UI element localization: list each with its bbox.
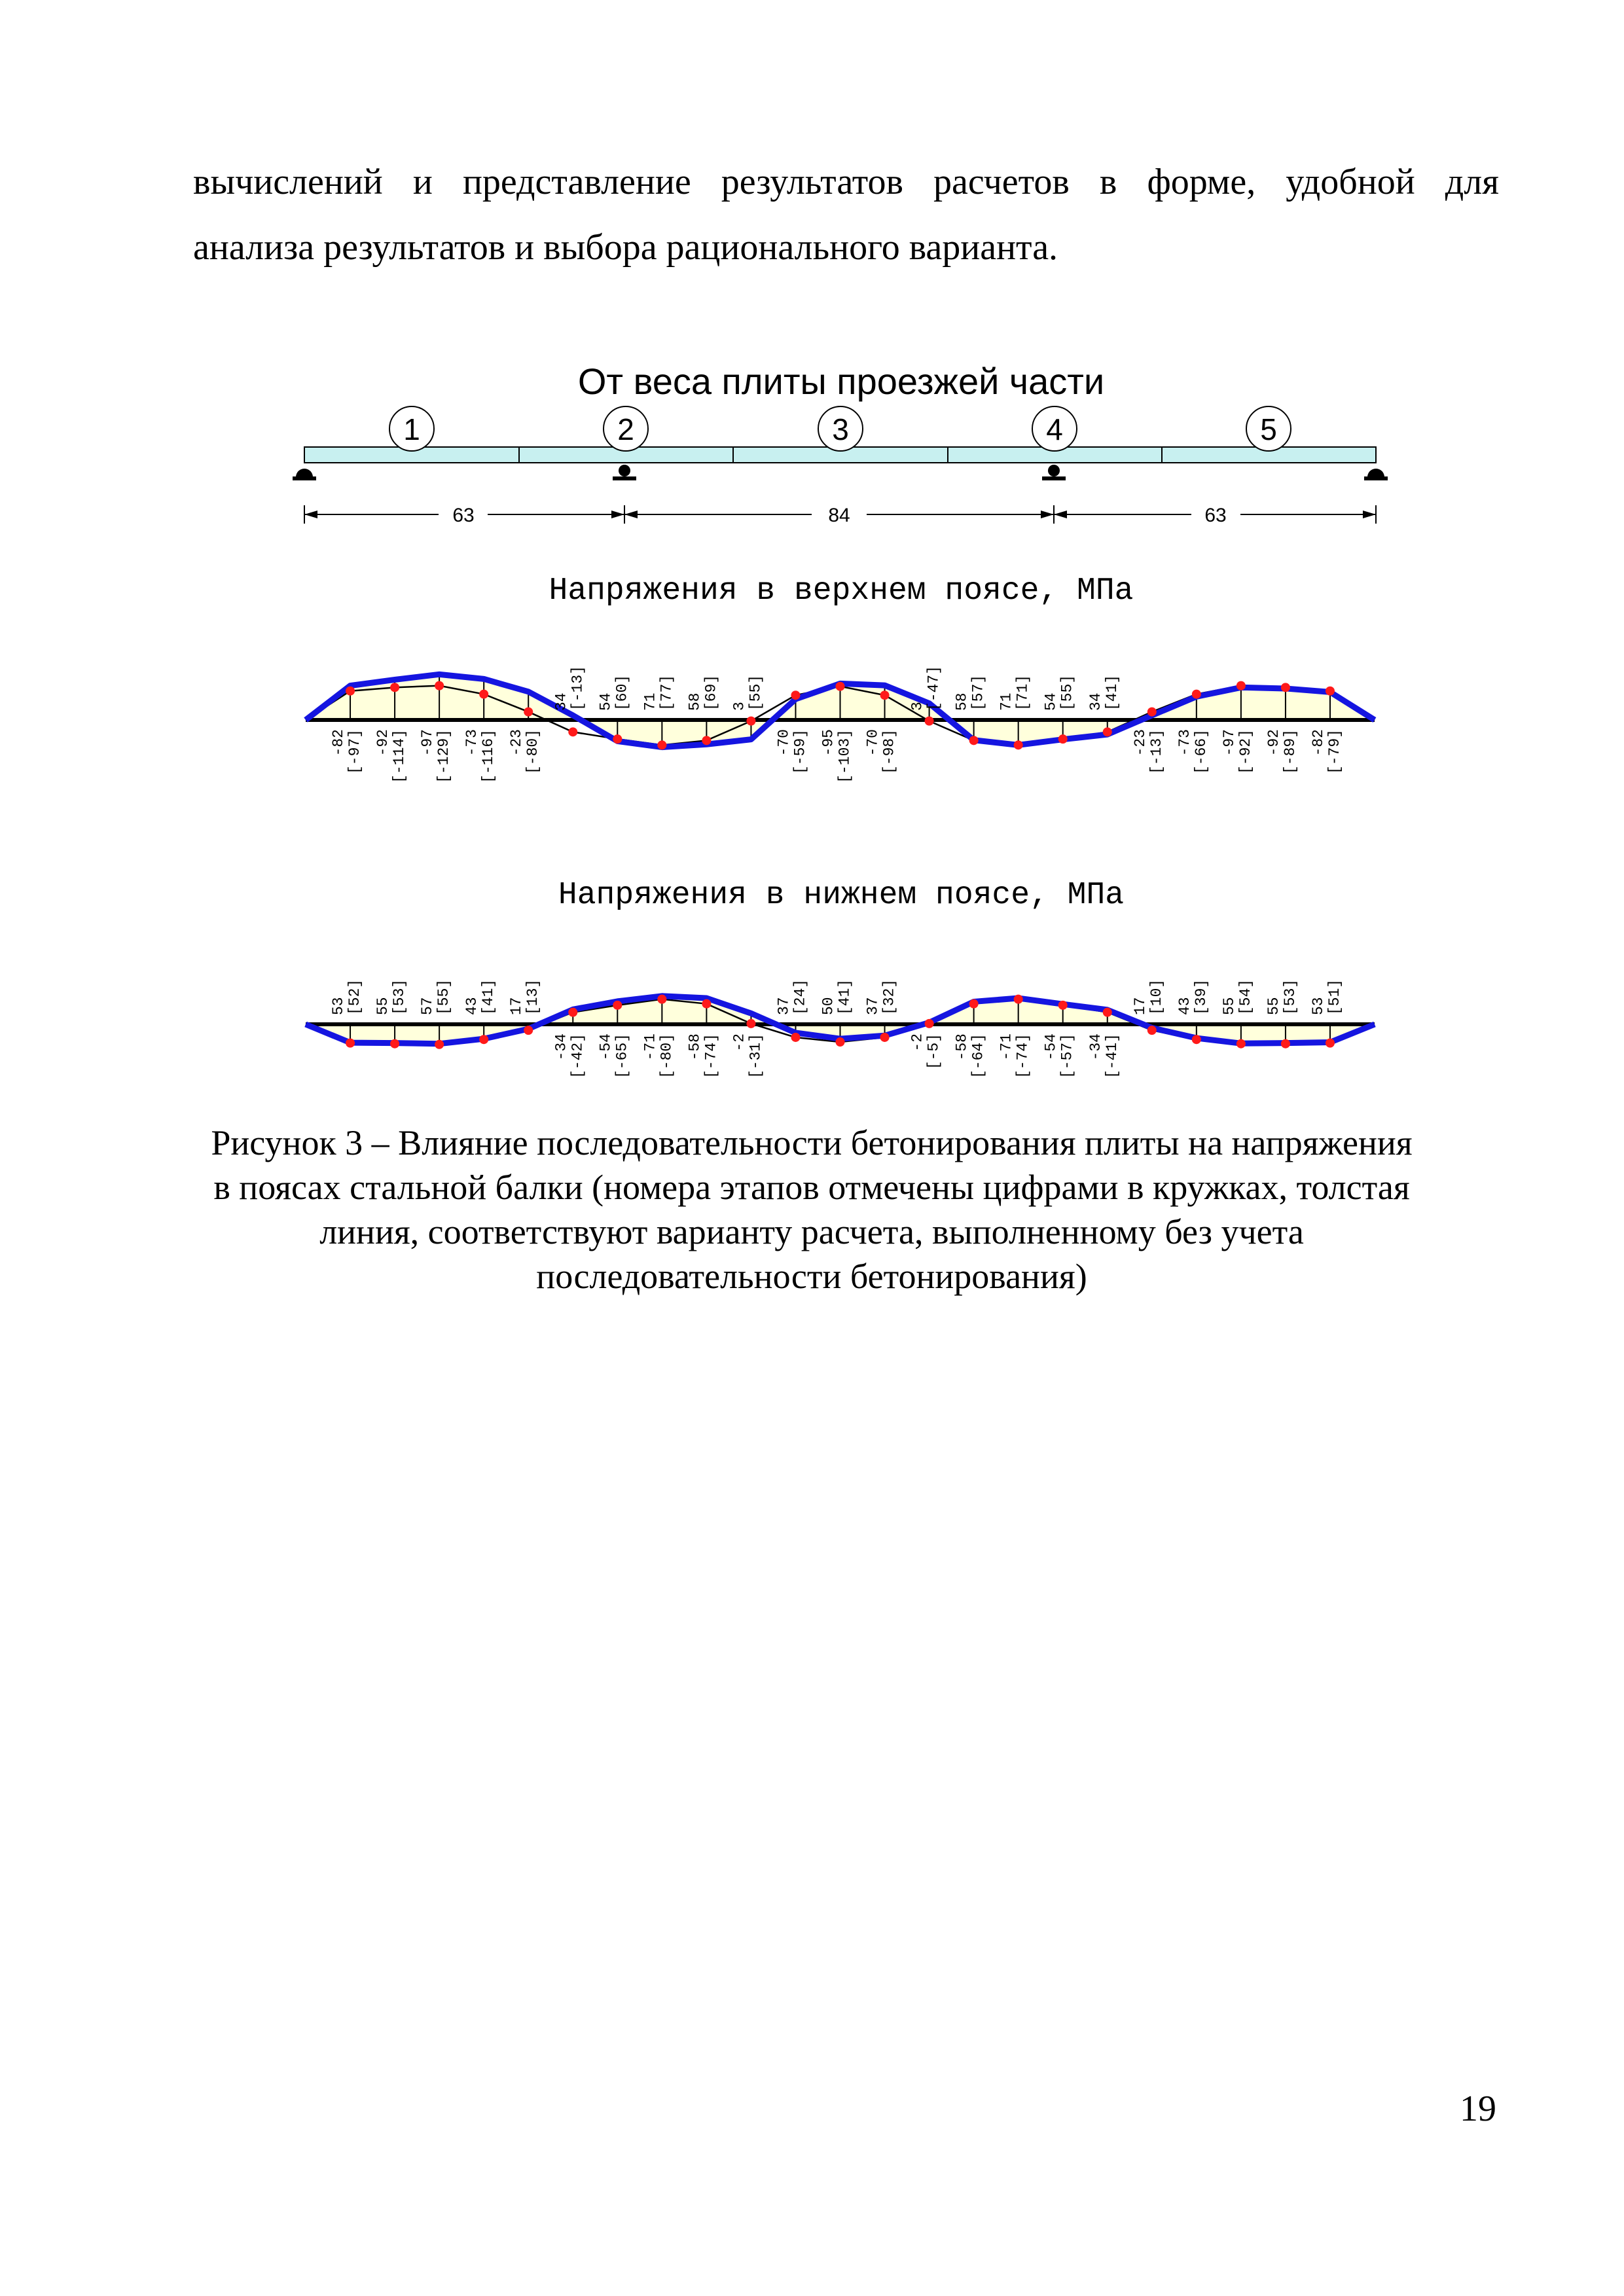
data-label-bracket: [-103] <box>836 729 854 783</box>
data-point <box>435 1040 444 1049</box>
chart-top-chord <box>306 666 1375 783</box>
data-point <box>836 682 845 691</box>
data-label: 53 <box>330 997 348 1015</box>
data-label: 17 <box>1131 997 1149 1015</box>
data-label: 55 <box>1220 997 1238 1015</box>
support <box>293 469 316 480</box>
data-label-bracket: [-5] <box>925 1033 943 1070</box>
data-label-bracket: [53] <box>1281 978 1299 1015</box>
data-label-bracket: [-64] <box>969 1033 987 1079</box>
data-point <box>969 736 979 745</box>
data-point <box>1014 740 1023 749</box>
data-label: -34 <box>552 1033 570 1061</box>
data-label-bracket: [52] <box>346 978 364 1015</box>
data-label: -58 <box>953 1033 971 1061</box>
stage-number: 3 <box>832 412 849 446</box>
data-label: 34 <box>552 692 570 711</box>
data-label-bracket: [-74] <box>1014 1033 1032 1079</box>
data-label-bracket: [-114] <box>391 729 408 783</box>
data-point <box>1236 681 1246 691</box>
data-point <box>1192 1035 1201 1044</box>
data-label-bracket: [10] <box>1147 978 1165 1015</box>
data-label-bracket: [13] <box>524 978 542 1015</box>
data-point <box>568 727 577 736</box>
data-label-bracket: [-97] <box>346 729 364 775</box>
stage-marker <box>1246 406 1291 451</box>
data-point <box>1147 708 1157 717</box>
data-label: -97 <box>419 729 437 757</box>
data-label-bracket: [-80] <box>658 1033 676 1079</box>
data-label: 55 <box>374 997 392 1015</box>
data-point <box>524 708 533 717</box>
figure <box>0 0 1624 1113</box>
data-label: 54 <box>597 692 615 711</box>
page-number: 19 <box>1460 2089 1496 2129</box>
data-point <box>1014 995 1023 1004</box>
data-label-bracket: [-65] <box>613 1033 631 1079</box>
data-label: 54 <box>1042 692 1060 711</box>
data-label-bracket: [41] <box>836 978 854 1015</box>
data-label-bracket: [-79] <box>1326 729 1343 775</box>
data-label: 50 <box>820 997 837 1015</box>
data-label-bracket: [-41] <box>1103 1033 1121 1079</box>
data-label-bracket: [-42] <box>569 1033 586 1079</box>
data-label-bracket: [53] <box>391 978 408 1015</box>
data-point <box>435 681 444 691</box>
caption-line-3: линия, соответствуют варианту расчета, выполненному без учета <box>319 1212 1304 1251</box>
data-label: -71 <box>641 1033 659 1061</box>
data-label: -2 <box>731 1033 748 1052</box>
data-label: -92 <box>1265 729 1282 757</box>
data-label: 55 <box>1265 997 1282 1015</box>
support <box>613 465 636 480</box>
data-point <box>346 1039 355 1048</box>
data-label: 71 <box>998 692 1015 711</box>
data-point <box>613 734 622 744</box>
data-label: -92 <box>374 729 392 757</box>
data-label-bracket: [54] <box>1236 978 1254 1015</box>
data-point <box>1147 1026 1157 1035</box>
span-length: 84 <box>828 505 850 526</box>
data-label-bracket: [-98] <box>880 729 898 775</box>
support <box>1042 465 1066 480</box>
data-label-bracket: [71] <box>1014 674 1032 711</box>
data-label-bracket: [-47] <box>925 665 943 711</box>
data-point <box>836 1037 845 1047</box>
data-point <box>1281 1039 1290 1049</box>
data-point <box>524 1026 533 1035</box>
data-label-bracket: [-116] <box>480 729 497 783</box>
data-point <box>346 687 355 696</box>
data-label: -2 <box>909 1033 926 1052</box>
data-label-bracket: [57] <box>969 674 987 711</box>
data-label: -73 <box>463 729 481 757</box>
data-point <box>925 717 934 726</box>
data-label: -23 <box>508 729 526 757</box>
data-label-bracket: [-74] <box>702 1033 720 1079</box>
data-point <box>479 690 488 699</box>
data-label-bracket: [-13] <box>569 665 586 711</box>
data-point <box>925 1019 934 1028</box>
data-label-bracket: [-57] <box>1058 1033 1076 1079</box>
stage-marker <box>389 406 434 451</box>
data-label-bracket: [41] <box>480 978 497 1015</box>
data-label: -95 <box>820 729 837 757</box>
data-point <box>657 740 666 749</box>
data-point <box>1281 683 1290 692</box>
stage-marker <box>1032 406 1077 451</box>
span-length: 63 <box>452 505 475 526</box>
data-label-bracket: [55] <box>435 978 453 1015</box>
data-point <box>880 1033 890 1042</box>
data-label-bracket: [32] <box>880 978 898 1015</box>
data-label: -58 <box>686 1033 704 1061</box>
data-point <box>791 1033 800 1042</box>
beam-scheme <box>293 406 1388 526</box>
data-label: 58 <box>686 692 704 711</box>
stage-number: 4 <box>1046 412 1063 446</box>
data-label: 43 <box>1176 997 1193 1015</box>
data-label: 57 <box>419 997 437 1015</box>
data-label: -73 <box>1176 729 1193 757</box>
data-label: -82 <box>1309 729 1327 757</box>
support <box>1364 469 1388 480</box>
data-point <box>1058 734 1068 744</box>
data-label: 3 <box>909 702 926 711</box>
data-label: -70 <box>775 729 793 757</box>
chart-title-bottom-chord: Напряжения в нижнем поясе, МПа <box>558 878 1125 913</box>
data-label-bracket: [-89] <box>1281 729 1299 775</box>
data-point <box>657 995 666 1004</box>
data-point <box>1192 690 1201 699</box>
data-label: -54 <box>1042 1033 1060 1061</box>
data-label: -23 <box>1131 729 1149 757</box>
data-label-bracket: [-13] <box>1147 729 1165 775</box>
span-length: 63 <box>1204 505 1227 526</box>
data-point <box>746 1019 755 1028</box>
data-point <box>702 999 711 1009</box>
data-label: 53 <box>1309 997 1327 1015</box>
stage-number: 5 <box>1260 412 1277 446</box>
data-point <box>1103 1008 1112 1017</box>
data-label-bracket: [-31] <box>747 1033 765 1079</box>
stage-marker <box>604 406 648 451</box>
figure-title: От веса плиты проезжей части <box>577 361 1105 402</box>
data-label-bracket: [-80] <box>524 729 542 775</box>
data-label-bracket: [55] <box>747 674 765 711</box>
caption-line-2: в поясах стальной балки (номера этапов отмечены цифрами в кружках, толстая <box>213 1168 1410 1207</box>
chart-title-top-chord: Напряжения в верхнем поясе, МПа <box>549 573 1134 609</box>
data-label: -70 <box>864 729 882 757</box>
data-label: -97 <box>1220 729 1238 757</box>
data-point <box>969 999 979 1009</box>
data-label-bracket: [-92] <box>1236 729 1254 775</box>
data-label: -54 <box>597 1033 615 1061</box>
data-label: 37 <box>775 997 793 1015</box>
data-point <box>1103 727 1112 736</box>
stage-marker <box>818 406 863 451</box>
data-label: 43 <box>463 997 481 1015</box>
data-label-bracket: [55] <box>1058 674 1076 711</box>
data-label-bracket: [24] <box>791 978 809 1015</box>
data-label: 34 <box>1087 692 1104 711</box>
data-point <box>1236 1039 1246 1049</box>
data-point <box>1058 1001 1068 1010</box>
data-point <box>568 1008 577 1017</box>
data-label: -34 <box>1087 1033 1104 1061</box>
figure-caption <box>183 1121 1440 1299</box>
data-label-bracket: [-66] <box>1192 729 1210 775</box>
stage-number: 1 <box>403 412 420 446</box>
data-label: 3 <box>731 702 748 711</box>
data-label: -71 <box>998 1033 1015 1061</box>
data-label: 71 <box>641 692 659 711</box>
data-label-bracket: [77] <box>658 674 676 711</box>
data-point <box>1326 1039 1335 1048</box>
data-label: 17 <box>508 997 526 1015</box>
chart-bottom-chord <box>306 979 1375 1079</box>
data-label: -82 <box>330 729 348 757</box>
data-label-bracket: [-129] <box>435 729 453 783</box>
data-point <box>746 717 755 726</box>
data-point <box>390 1039 399 1049</box>
data-label-bracket: [41] <box>1103 674 1121 711</box>
data-label-bracket: [69] <box>702 674 720 711</box>
caption-line-1: Рисунок 3 – Влияние последовательности бетонирования плиты на напряжения <box>211 1123 1413 1162</box>
data-label-bracket: [39] <box>1192 978 1210 1015</box>
data-label: 58 <box>953 692 971 711</box>
data-label-bracket: [51] <box>1326 978 1343 1015</box>
data-point <box>880 691 890 700</box>
data-label-bracket: [60] <box>613 674 631 711</box>
data-point <box>479 1035 488 1044</box>
data-point <box>791 691 800 700</box>
body-text-line-1: вычислений и представление результатов расчетов в форме, удобной для <box>193 162 1499 202</box>
data-point <box>390 683 399 692</box>
data-label: 37 <box>864 997 882 1015</box>
caption-line-4: последовательности бетонирования) <box>536 1257 1087 1296</box>
data-point <box>613 1001 622 1010</box>
stage-number: 2 <box>617 412 634 446</box>
data-label-bracket: [-59] <box>791 729 809 775</box>
data-point <box>1326 687 1335 696</box>
body-text-line-2: анализа результатов и выбора рационального варианта. <box>193 227 1058 268</box>
data-point <box>702 736 711 745</box>
